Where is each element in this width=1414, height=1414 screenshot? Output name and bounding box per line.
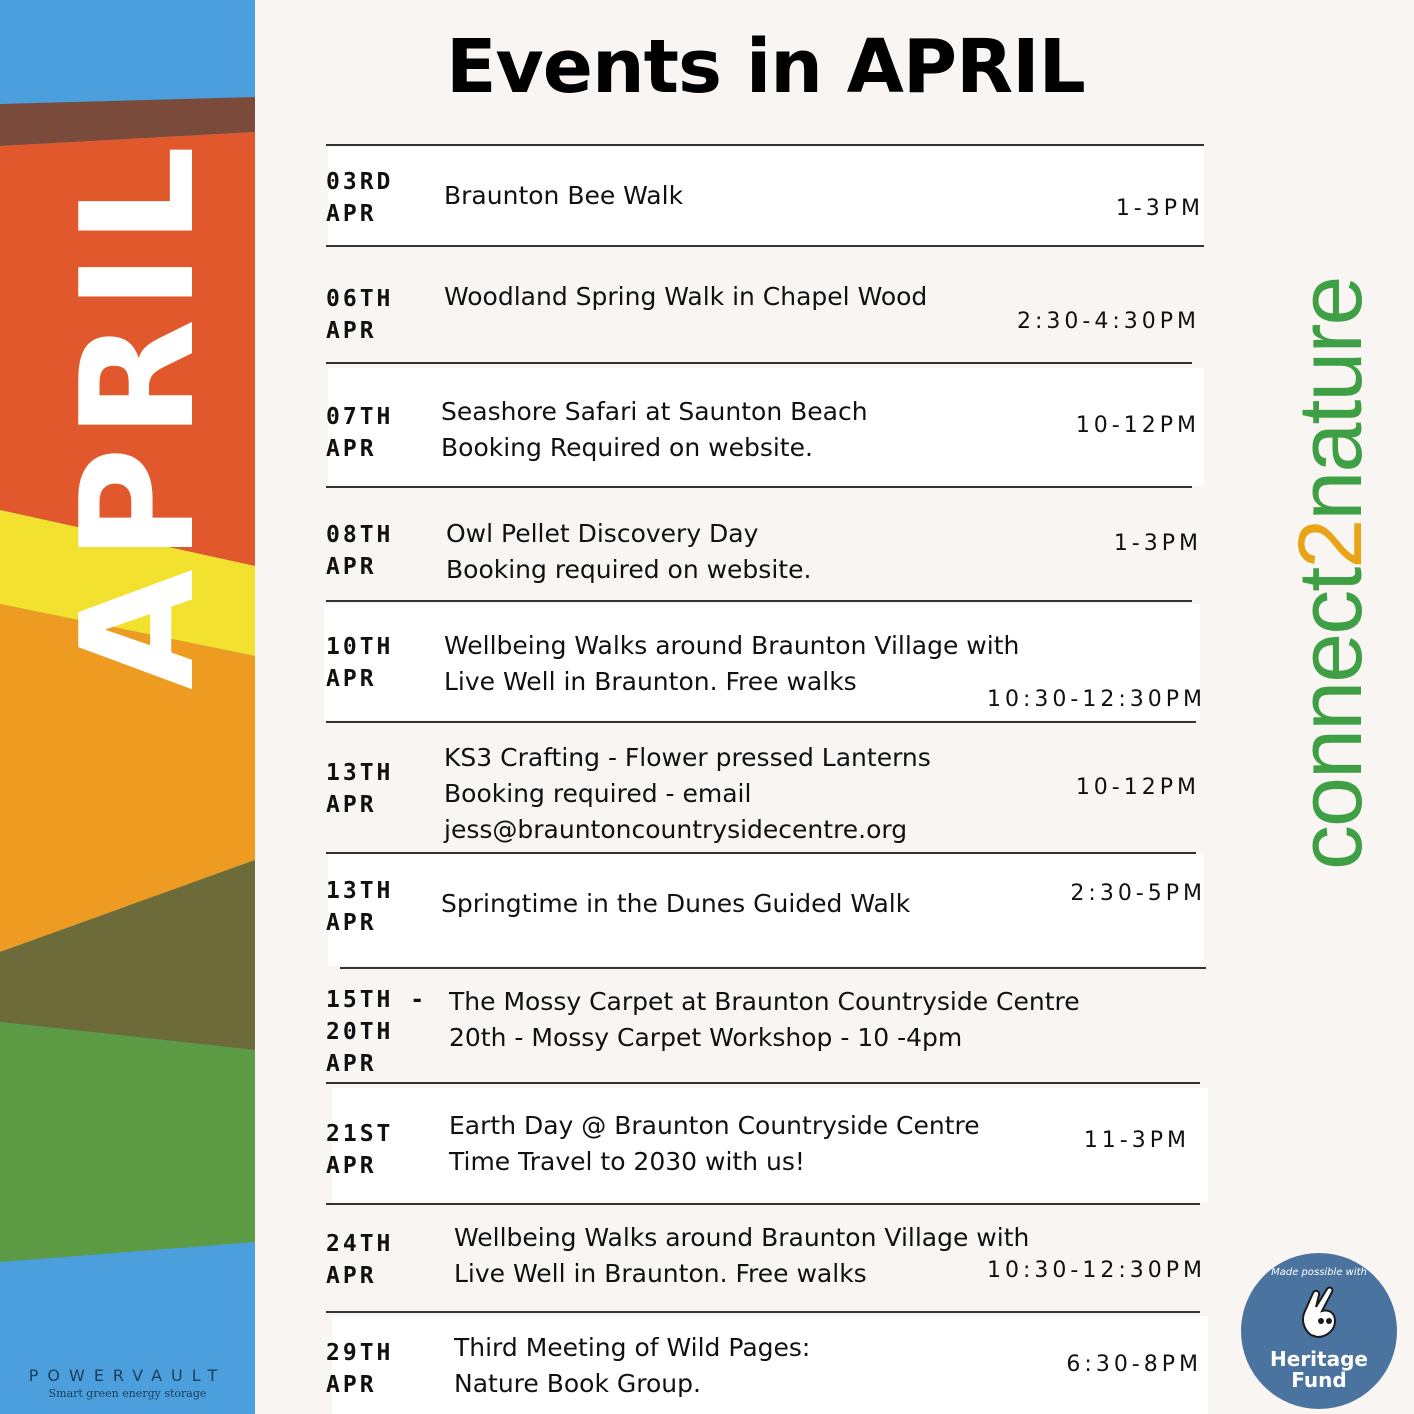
event-description: Wellbeing Walks around Braunton Village with Live Well in Braunton. Free walks [454,1223,1030,1288]
event-date: 07TH APR [326,404,394,462]
page-title: Events in APRIL [446,24,1085,110]
event-time: 1-3PM [1113,531,1202,556]
event-description: Springtime in the Dunes Guided Walk [441,889,911,918]
event-date: 03RD APR [326,169,394,227]
row-divider [326,600,1192,602]
powervault-logo [0,1366,255,1400]
sponsor-name: POWERVAULT [28,1366,227,1385]
event-time: 2:30-5PM [1070,881,1206,906]
heritage-fund-logo [1241,1253,1397,1409]
event-description: Earth Day @ Braunton Countryside Centre Time Travel to 2030 with us! [449,1111,980,1176]
rainbow-stripe [0,0,255,1414]
event-description: Woodland Spring Walk in Chapel Wood [444,282,928,311]
event-description: Braunton Bee Walk [444,181,684,210]
event-date: 21ST APR [326,1121,394,1179]
sponsor-tagline: Smart green energy storage [48,1387,207,1400]
event-description: The Mossy Carpet at Braunton Countryside Centre 20th - Mossy Carpet Workshop - 10 -4pm [449,987,1080,1052]
logo-text-connect: connect [1281,568,1381,870]
event-time: 1-3PM [1115,196,1204,221]
crossed-fingers-icon [1289,1283,1349,1343]
heritage-tagline: Made possible with [1271,1267,1367,1278]
month-banner-text: APRIL [47,137,229,690]
row-divider [326,721,1196,723]
event-date: 13TH APR [326,760,394,818]
event-time: 10:30-12:30PM [987,1258,1206,1283]
event-time: 2:30-4:30PM [1017,309,1200,334]
row-divider [326,245,1204,247]
event-description: Third Meeting of Wild Pages: Nature Book Group. [454,1333,811,1398]
event-date: 06TH APR [326,286,394,344]
logo-text-nature: nature [1281,277,1381,521]
row-divider [326,486,1192,488]
event-time: 10-12PM [1075,413,1200,438]
heritage-name: Heritage Fund [1270,1347,1368,1392]
row-divider [326,362,1192,364]
event-date: 10TH APR [326,634,394,692]
event-description: Wellbeing Walks around Braunton Village with Live Well in Braunton. Free walks [444,631,1020,696]
row-divider [340,967,1206,969]
row-divider [326,1082,1200,1084]
row-divider [326,1311,1200,1313]
logo-text-two: 2 [1281,520,1381,569]
connect2nature-logo [1281,277,1381,871]
event-description: KS3 Crafting - Flower pressed Lanterns Booking required - email jess@brauntoncountrysidecentre.org [444,743,931,844]
event-time: 11-3PM [1083,1128,1190,1153]
row-divider [326,852,1196,854]
event-time: 10:30-12:30PM [987,687,1206,712]
event-date: 24TH APR [326,1231,394,1289]
row-divider [326,1203,1200,1205]
row-divider [326,144,1204,146]
event-date: 15TH - 20TH APR [326,987,428,1077]
event-date: 08TH APR [326,522,394,580]
event-date: 29TH APR [326,1340,394,1398]
event-time: 10-12PM [1075,775,1200,800]
event-date: 13TH APR [326,878,394,936]
event-description: Seashore Safari at Saunton Beach Booking Required on website. [441,397,868,462]
event-time: 6:30-8PM [1066,1352,1202,1377]
event-description: Owl Pellet Discovery Day Booking required on website. [446,519,812,584]
